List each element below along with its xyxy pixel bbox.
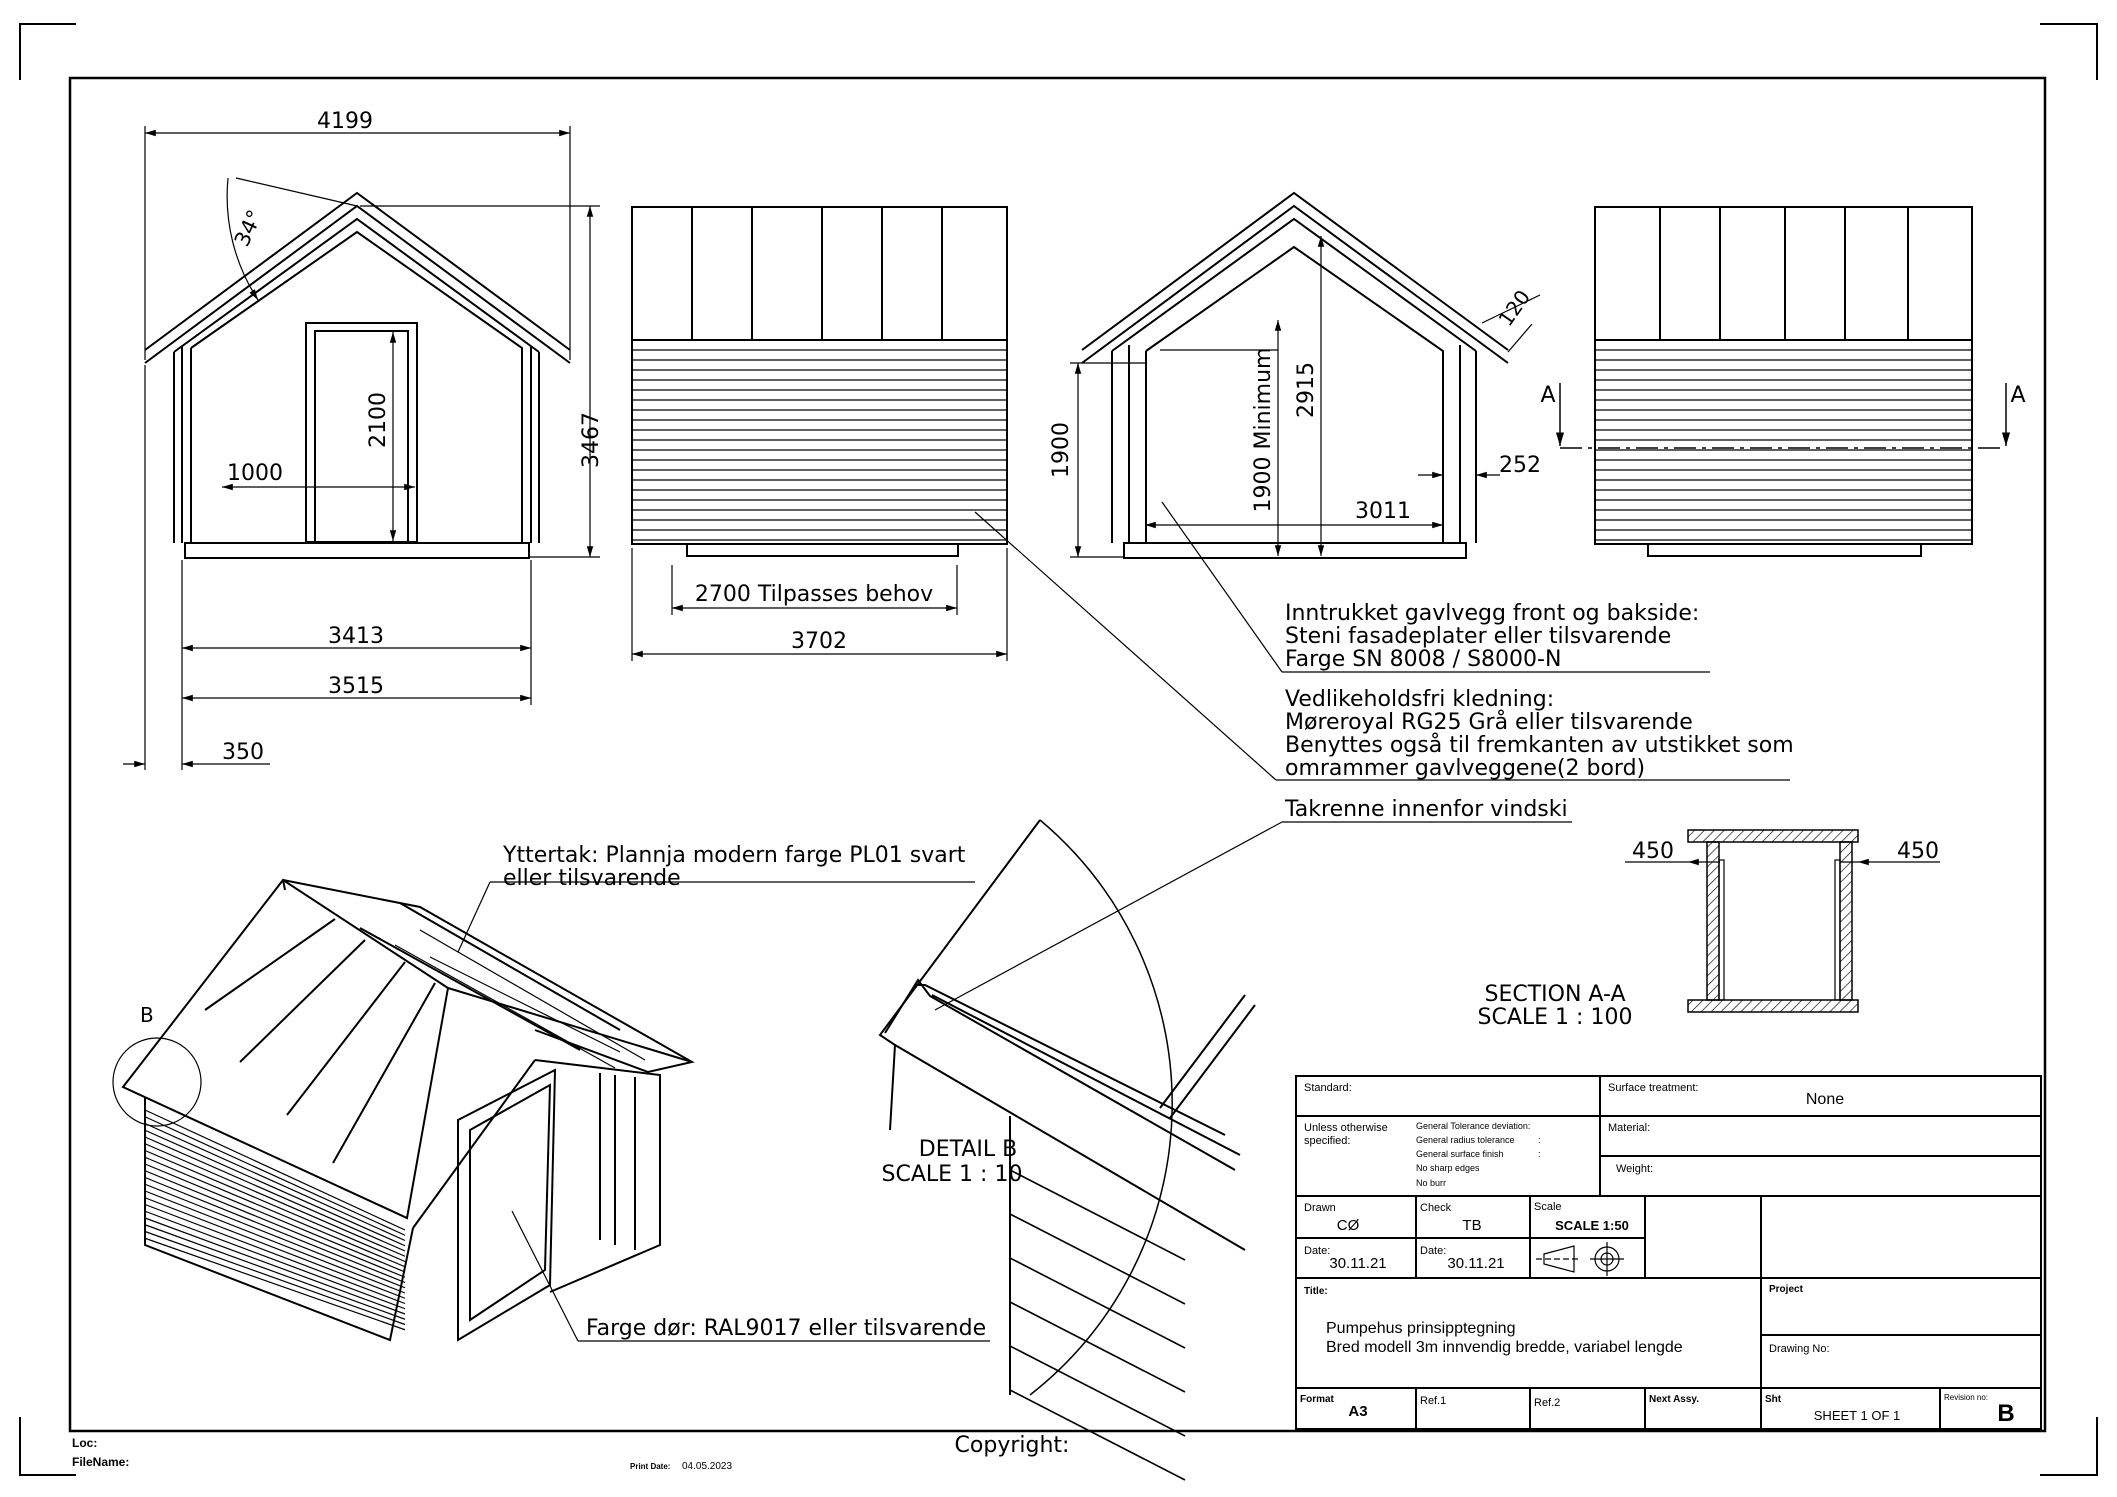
note-cladding-2: Møreroyal RG25 Grå eller tilsvarende: [1285, 710, 1693, 735]
roof-sheet-lines: [395, 930, 645, 1068]
note-door-color: Farge dør: RAL9017 eller tilsvarende: [586, 1316, 987, 1341]
tb-scale-value: SCALE 1:50: [1555, 1218, 1629, 1233]
note-labels: [140, 601, 1794, 1341]
tb-tol-4: No sharp edges: [1416, 1163, 1480, 1173]
note-gutter: Takrenne innenfor vindski: [1285, 797, 1568, 822]
note-gable-3: Farge SN 8008 / S8000-N: [1285, 647, 1562, 672]
tb-sht-label: Sht: [1765, 1394, 1782, 1405]
dim-inner-height: 2915: [1294, 362, 1319, 418]
tb-material-label: Material:: [1608, 1122, 1651, 1134]
dim-min-height: 1900 Minimum: [1251, 347, 1276, 513]
tb-title-2: Bred modell 3m innvendig bredde, variabel lengde: [1326, 1339, 1683, 1356]
tb-tol-1: General Tolerance deviation:: [1416, 1121, 1531, 1131]
tb-date-label-check: Date:: [1420, 1245, 1447, 1257]
isometric-cladding-boards: [145, 1110, 405, 1330]
section-scale: SCALE 1 : 100: [1477, 1005, 1633, 1030]
footer-filename-label: FileName:: [72, 1455, 130, 1469]
tb-format-value: A3: [1348, 1403, 1368, 1420]
section-cut-line: [1560, 383, 2006, 448]
tb-tol-5: No burr: [1416, 1178, 1447, 1188]
section-mark-left: A: [1540, 383, 1556, 408]
dim-wall-offset: 252: [1499, 453, 1541, 478]
tb-check-label: Check: [1420, 1202, 1452, 1214]
dim-door-width: 1000: [227, 461, 283, 486]
note-cladding-4: omrammer gavlveggene(2 bord): [1285, 756, 1646, 781]
tb-weight-label: Weight:: [1616, 1163, 1654, 1175]
tb-revision-value: B: [1997, 1400, 2015, 1427]
tb-title-label: Title:: [1304, 1286, 1328, 1297]
note-cladding-3: Benyttes også til fremkanten av utstikket som: [1285, 733, 1794, 758]
dim-section-1900: 1900: [1049, 422, 1074, 478]
side-cladding-boards: [632, 350, 1007, 540]
rear-view: [1595, 207, 1972, 556]
tb-date-label-drawn: Date:: [1304, 1245, 1331, 1257]
dim-flange-left: 450: [1632, 839, 1674, 864]
dim-base-inner: 3413: [328, 624, 384, 649]
note-roof-1: Yttertak: Plannja modern farge PL01 svart: [503, 843, 966, 868]
dim-total-height: 3467: [579, 412, 604, 468]
tb-unless-1: Unless otherwise: [1304, 1122, 1388, 1134]
tb-drawn-label: Drawn: [1304, 1202, 1336, 1214]
dim-roof-thickness: 120: [1493, 285, 1536, 331]
footer-copyright-label: Copyright:: [954, 1433, 1070, 1458]
dim-side-adjust: 2700 Tilpasses behov: [694, 582, 934, 607]
dim-base-outer: 3515: [328, 674, 384, 699]
footer-print-date-label: Print Date:: [630, 1462, 671, 1471]
tb-tol-3: General surface finish: [1416, 1149, 1504, 1159]
dim-inner-width: 3011: [1355, 499, 1411, 524]
detail-scale: SCALE 1 : 10: [881, 1162, 1023, 1187]
tb-colon-2: :: [1538, 1149, 1541, 1159]
tb-tol-2: General radius tolerance: [1416, 1135, 1515, 1145]
tb-surface-label: Surface treatment:: [1608, 1082, 1699, 1094]
tb-drawn-value: CØ: [1336, 1217, 1360, 1234]
dim-overhang: 350: [222, 740, 264, 765]
dim-roof-angle: 34°: [229, 206, 268, 251]
tb-surface-value: None: [1805, 1091, 1845, 1108]
dim-door-height: 2100: [366, 392, 391, 448]
tb-date-drawn: 30.11.21: [1329, 1255, 1387, 1272]
tb-ref2-label: Ref.2: [1534, 1397, 1561, 1409]
detail-b-view: [880, 820, 1255, 1395]
tb-check-value: TB: [1462, 1217, 1482, 1234]
title-block-text: [1300, 1082, 2015, 1427]
front-view: [145, 193, 570, 558]
tb-title-1: Pumpehus prinsipptegning: [1326, 1320, 1516, 1337]
tb-drawing-no-label: Drawing No:: [1769, 1343, 1830, 1355]
title-block-grid: [1296, 1076, 2041, 1429]
footer-print-date-value: 04.05.2023: [682, 1461, 733, 1472]
note-gable-2: Steni fasadeplater eller tilsvarende: [1285, 624, 1672, 649]
footer: [72, 1433, 1069, 1472]
dim-side-length: 3702: [791, 629, 847, 654]
tb-project-label: Project: [1769, 1284, 1803, 1295]
note-roof-2: eller tilsvarende: [503, 866, 681, 891]
rear-cladding-boards: [1595, 350, 1972, 540]
detail-b-marker: B: [140, 1003, 154, 1027]
detail-title: DETAIL B: [918, 1137, 1018, 1162]
tb-colon-1: :: [1538, 1135, 1541, 1145]
side-view: [632, 207, 1007, 556]
note-gable-1: Inntrukket gavlvegg front og bakside:: [1285, 601, 1700, 626]
tb-standard-label: Standard:: [1304, 1082, 1352, 1094]
note-cladding-1: Vedlikeholdsfri kledning:: [1285, 687, 1555, 712]
isometric-view: [123, 880, 692, 1340]
tb-sht-value: SHEET 1 OF 1: [1813, 1408, 1901, 1423]
tb-ref1-label: Ref.1: [1420, 1395, 1447, 1407]
footer-loc-label: Loc:: [72, 1436, 98, 1450]
tb-date-check: 30.11.21: [1447, 1255, 1505, 1272]
tb-scale-label: Scale: [1534, 1201, 1562, 1213]
dim-total-width: 4199: [317, 109, 373, 134]
tb-unless-2: specified:: [1304, 1135, 1351, 1147]
projection-symbol: [1536, 1242, 1624, 1276]
tb-format-label: Format: [1300, 1394, 1334, 1405]
section-mark-right: A: [2010, 383, 2026, 408]
section-title: SECTION A-A: [1484, 982, 1626, 1007]
tb-revision-label: Revision no:: [1944, 1393, 1989, 1402]
dim-flange-right: 450: [1897, 839, 1939, 864]
tb-next-assy-label: Next Assy.: [1649, 1394, 1700, 1405]
